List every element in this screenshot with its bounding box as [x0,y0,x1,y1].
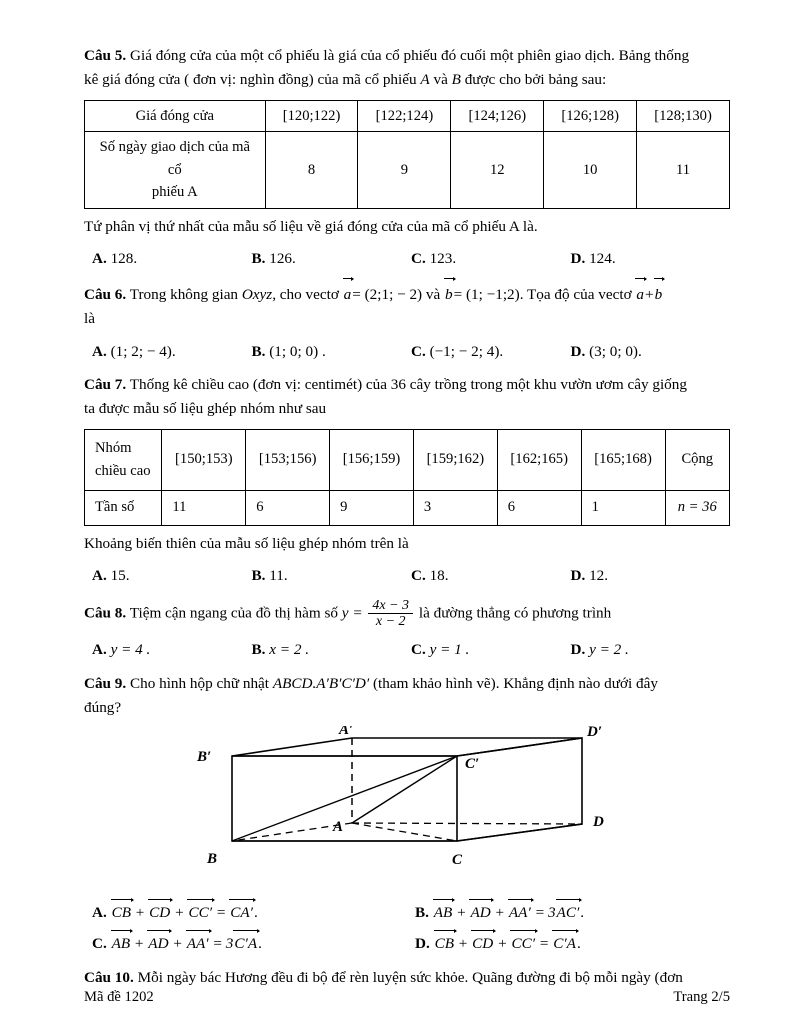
q6-text-d: . Tọa độ của vectơ [519,285,632,303]
q5-header-2: [122;124) [358,100,451,132]
q9-option-c-v3: AA′ [186,932,210,956]
q9-option-d-v3: CC′ [510,932,536,956]
q9-option-c[interactable]: C. AB + AD + AA′ = 3C′A. [84,932,415,956]
q7-option-b-label: B. [251,567,266,585]
q7-total-label: Cộng [665,429,730,490]
q7-freq-3: 3 [413,490,497,525]
q6-statement-line1 [84,281,730,307]
q9-option-c-label: C. [92,935,107,953]
q8-option-a-text: y = 4 . [110,640,151,658]
q7-option-c[interactable] [411,564,571,588]
q9-option-b-coef: 3 [547,903,556,921]
q5-value-3: 10 [544,132,637,209]
q5-header-5: [128;130) [637,100,730,132]
q9-option-b-v3: AA′ [508,901,532,925]
q5-value-0: 8 [265,132,358,209]
q8-option-d-text: y = 2 . [589,640,629,658]
q5-value-1: 9 [358,132,451,209]
q9-label: Câu 9. [84,674,127,692]
question-9 [84,672,730,956]
q7-table [84,429,730,526]
q5-row-label [85,132,266,209]
q5-option-a-label: A. [92,250,107,268]
figure-label-a: A [333,819,344,836]
figure-label-d: D [593,814,604,831]
q5-label: Câu 5. [84,47,127,64]
q5-option-d-text: 124. [589,250,616,268]
q6-vector-sum-a: a [635,283,645,307]
q5-options [84,247,730,271]
q5-option-a[interactable] [84,247,252,271]
q9-text-a: Cho hình hộp chữ nhật [130,674,270,692]
q5-option-d-label: D. [570,250,586,268]
q8-y-eq: y = [341,604,363,622]
q9-statement-line1 [84,672,730,696]
q6-vector-sum-b: b [654,283,664,307]
q7-row1-label-line2: chiều cao [95,462,151,479]
q8-option-b[interactable] [252,638,412,662]
q8-text-a: Tiệm cận ngang của đồ thị hàm số [129,604,338,622]
q7-option-a-text: 15. [110,567,130,585]
q5-option-a-text: 128. [110,250,138,268]
q7-interval-1: [153;156) [246,429,330,490]
q7-option-d-label: D. [570,567,586,585]
q6-option-b[interactable] [252,340,412,364]
q5-row-label-line1: Số ngày giao dịch của mã cổ [99,139,250,178]
q9-statement-line2: đúng? [84,698,122,716]
q6-eq-b: = (1; −1;2) [453,285,520,303]
table-row [85,132,730,209]
figure-label-b-prime: B′ [197,749,212,766]
q8-text-b: là đường thẳng có phương trình [418,604,612,622]
q5-option-d[interactable] [571,247,731,271]
q7-options [84,564,730,588]
q6-option-b-text: (1; 0; 0) . [269,342,326,360]
q6-option-b-label: B. [251,342,266,360]
page-footer [84,989,730,1006]
q6-plus: + [645,285,654,303]
q6-statement-line2: là [84,310,95,328]
q9-solid-name: ABCD.A′B′C′D′ [272,674,370,692]
q7-text-1: Thống kê chiều cao (đơn vị: centimét) của 36 cây trồng trong một khu vườn ươm cây giống [129,376,687,394]
q7-option-d[interactable] [571,564,731,588]
q9-option-c-tail: . [258,935,262,953]
q5-option-c[interactable] [411,247,571,271]
figure-label-b: B [207,851,218,868]
q9-option-b-v2: AD [469,901,491,925]
q5-header-3: [124;126) [451,100,544,132]
q7-label: Câu 7. [84,376,127,394]
q9-figure [84,726,730,899]
q9-option-a-tail: . [253,903,258,921]
q8-option-c-text: y = 1 . [429,640,470,658]
q7-freq-1: 6 [246,490,330,525]
q8-fraction [368,598,413,630]
q5-row-label-line2: phiếu A [151,184,198,201]
q7-statement-line2: ta được mẫu số liệu ghép nhóm như sau [84,400,327,418]
q8-option-a-label: A. [92,640,107,658]
q8-option-c-label: C. [411,640,426,658]
question-6 [84,281,730,363]
q9-option-d-label: D. [415,935,430,953]
question-8 [84,598,730,662]
q7-interval-2: [156;159) [330,429,414,490]
q8-option-d[interactable] [571,638,731,662]
q5-var-b: B [451,71,461,89]
q7-option-b-text: 11. [269,567,288,585]
figure-label-c: C [452,852,463,869]
q8-option-b-label: B. [251,640,266,658]
q9-option-c-coef: 3 [225,935,234,953]
q5-option-b-text: 126. [269,250,296,268]
q8-option-c[interactable] [411,638,571,662]
q7-freq-5: 1 [581,490,665,525]
q5-text-1: Giá đóng cửa của một cổ phiếu là giá của cổ phiếu đó cuối một phiên giao dịch. Bảng thống [130,47,690,64]
q6-eq-a: = (2;1; − 2) [352,285,423,303]
q9-option-a-v3: CC′ [187,901,213,925]
q5-statement-line1 [84,44,730,68]
q6-text-c: và [425,285,441,303]
q9-option-c-v1: AB [111,932,132,956]
rectangular-box-figure [127,726,687,891]
q9-option-a-v2: CD [148,901,171,925]
q7-option-a[interactable] [84,564,252,588]
q9-option-a-result: CA′ [229,901,254,925]
q8-option-d-label: D. [570,640,586,658]
q8-options [84,638,730,662]
question-7 [84,373,730,588]
page-number: Trang 2/5 [673,989,730,1005]
q7-total-value: n = 36 [665,490,730,525]
q9-option-b-result: AC′ [556,901,581,925]
q6-option-c-label: C. [411,342,426,360]
q9-option-a-label: A. [92,903,107,921]
q8-option-a[interactable] [84,638,252,662]
q5-statement-line2 [84,68,730,92]
q7-option-b[interactable] [252,564,412,588]
q10-statement [84,966,730,990]
q5-option-b-label: B. [251,250,266,268]
q7-interval-5: [165;168) [581,429,665,490]
q6-option-c-text: (−1; − 2; 4). [429,342,504,360]
q7-option-c-text: 18. [429,567,449,585]
q6-vector-a: a [343,283,353,307]
q5-value-4: 11 [637,132,730,209]
q5-text-2a: kê giá đóng cửa ( đơn vị: nghìn đồng) của mã cổ phiếu [84,71,417,89]
q5-header-4: [126;128) [544,100,637,132]
q7-freq-2: 9 [330,490,414,525]
q9-option-b-tail: . [580,903,585,921]
q7-row2-label: Tần số [85,490,162,525]
q9-option-c-v2: AD [147,932,169,956]
q5-header-0: Giá đóng cửa [85,100,266,132]
q8-label: Câu 8. [84,604,127,622]
q9-option-c-result: C′A [233,932,258,956]
q7-freq-0: 11 [162,490,246,525]
q9-option-a[interactable]: A. CB + CD + CC′ = CA′. [84,901,415,925]
q6-option-c[interactable] [411,340,571,364]
q9-options-row2 [84,932,730,956]
q9-option-b[interactable]: B. AB + AD + AA′ = 3AC′. [415,901,738,925]
q9-option-d-result: C′A [552,932,577,956]
q6-option-a-text: (1; 2; − 4). [110,342,176,360]
table-row [85,100,730,132]
q7-interval-3: [159;162) [413,429,497,490]
q7-option-c-label: C. [411,567,426,585]
q5-text-2c: được cho bởi bảng sau: [464,71,607,89]
q9-option-b-v1: AB [433,901,454,925]
q9-option-d-tail: . [576,935,581,953]
q6-option-d[interactable] [571,340,731,364]
exam-code: Mã đề 1202 [84,989,154,1005]
q9-option-b-label: B. [415,903,429,921]
q6-text-a: Trong không gian [129,285,239,303]
q6-oxyz: Oxyz [241,285,273,303]
q5-option-c-label: C. [411,250,426,268]
q5-value-2: 12 [451,132,544,209]
q6-option-a-label: A. [92,342,107,360]
q9-options-row1 [84,901,730,925]
q5-prompt: Tứ phân vị thứ nhất của mẫu số liệu về giá đóng cửa của mã cổ phiếu A là. [84,218,538,236]
q9-option-d[interactable]: D. CB + CD + CC′ = C′A. [415,932,738,956]
q7-row1-label-line1: Nhóm [95,440,132,457]
q9-text-b: (tham khảo hình vẽ). Khẳng định nào dưới đây [373,674,658,692]
table-row [85,429,730,490]
q7-prompt: Khoảng biến thiên của mẫu số liệu ghép nhóm trên là [84,534,409,552]
q5-var-a: A [420,71,430,89]
q10-text: Mỗi ngày bác Hương đều đi bộ để rèn luyện sức khỏe. Quãng đường đi bộ mỗi ngày (đơn [137,968,683,986]
q7-option-d-text: 12. [589,567,609,585]
figure-label-a-prime: A′ [339,726,354,739]
q7-interval-0: [150;153) [162,429,246,490]
q7-interval-4: [162;165) [497,429,581,490]
question-10 [84,966,730,990]
q6-text-b: , cho vectơ [272,285,339,303]
q7-statement-line1 [84,373,730,397]
q6-label: Câu 6. [84,285,127,303]
q10-label: Câu 10. [84,968,134,986]
q8-fraction-numerator: 4x − 3 [368,598,413,615]
q5-option-b[interactable] [252,247,412,271]
q5-option-c-text: 123. [429,250,457,268]
q7-row1-label [85,429,162,490]
q8-option-b-text: x = 2 . [269,640,310,658]
q6-vector-b: b [444,283,454,307]
q7-freq-4: 6 [497,490,581,525]
q6-options [84,340,730,364]
table-row [85,490,730,525]
q9-option-d-v2: CD [471,932,494,956]
q5-text-2b: và [433,71,448,89]
q7-option-a-label: A. [92,567,107,585]
q9-option-d-v1: CB [434,932,455,956]
q5-table [84,100,730,209]
figure-label-d-prime: D′ [587,726,603,741]
q8-fraction-denominator: x − 2 [375,614,406,630]
q6-option-a[interactable] [84,340,252,364]
q6-option-d-text: (3; 0; 0). [589,342,642,360]
q8-statement [84,598,730,630]
q6-option-d-label: D. [570,342,586,360]
figure-label-c-prime: C′ [465,756,480,773]
question-5 [84,44,730,271]
q5-header-1: [120;122) [265,100,358,132]
q9-option-a-v1: CB [111,901,132,925]
